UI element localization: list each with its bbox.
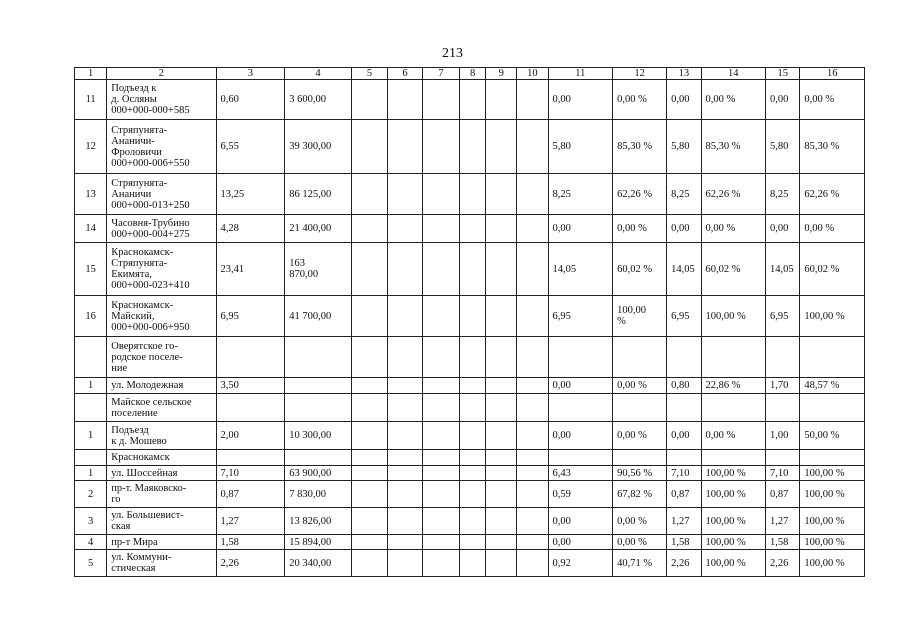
cell-col-12: 0,00 % (613, 508, 667, 535)
cell-col-12: 0,00 % (613, 378, 667, 394)
empty-cell (422, 337, 459, 378)
cell-col-16: 100,00 % (800, 296, 865, 337)
empty-cell (351, 508, 387, 535)
empty-cell (422, 422, 459, 450)
cell-col-16: 100,00 % (800, 466, 865, 481)
empty-cell (460, 378, 486, 394)
road-name: пр-т. Маяковско- го (107, 481, 216, 508)
road-name: Стряпунята- Ананичи 000+000-013+250 (107, 174, 216, 215)
section-row (75, 394, 865, 422)
table-row (75, 378, 865, 394)
cell-col-16: 100,00 % (800, 535, 865, 550)
cell-col-11: 8,25 (548, 174, 613, 215)
section-row (75, 450, 865, 466)
empty-cell (517, 550, 548, 577)
cell-col-12: 40,71 % (613, 550, 667, 577)
empty-cell (285, 450, 352, 466)
cell-col-14: 100,00 % (701, 550, 766, 577)
empty-cell (351, 174, 387, 215)
empty-cell (460, 422, 486, 450)
cell-col-12: 90,56 % (613, 466, 667, 481)
cell-col-12: 0,00 % (613, 215, 667, 243)
column-header: 13 (667, 68, 701, 80)
road-name: Подъезд к д. Осляны 000+000-000+585 (107, 80, 216, 120)
cell-col-16: 100,00 % (800, 481, 865, 508)
cell-col-13: 0,87 (667, 481, 701, 508)
row-number: 1 (75, 422, 107, 450)
empty-cell (486, 296, 517, 337)
empty-cell (388, 80, 422, 120)
cell-col-3: 1,58 (216, 535, 285, 550)
cell-col-4: 10 300,00 (285, 422, 352, 450)
cell-col-15: 1,27 (766, 508, 800, 535)
empty-cell (701, 394, 766, 422)
section-title: Краснокамск (107, 450, 216, 466)
column-header: 8 (460, 68, 486, 80)
cell-col-11: 0,00 (548, 508, 613, 535)
empty-cell (351, 466, 387, 481)
cell-col-11: 0,00 (548, 215, 613, 243)
cell-col-4: 21 400,00 (285, 215, 352, 243)
empty-cell (351, 450, 387, 466)
empty-cell (548, 337, 613, 378)
cell-col-4: 7 830,00 (285, 481, 352, 508)
cell-col-16: 60,02 % (800, 243, 865, 296)
cell-col-13: 0,00 (667, 215, 701, 243)
cell-col-12: 67,82 % (613, 481, 667, 508)
row-number: 16 (75, 296, 107, 337)
cell-col-4: 41 700,00 (285, 296, 352, 337)
empty-cell (388, 508, 422, 535)
empty-cell (486, 120, 517, 174)
cell-col-4: 63 900,00 (285, 466, 352, 481)
row-number: 15 (75, 243, 107, 296)
empty-cell (285, 337, 352, 378)
empty-cell (766, 450, 800, 466)
empty-cell (351, 296, 387, 337)
empty-cell (517, 394, 548, 422)
empty-cell (486, 215, 517, 243)
empty-cell (460, 450, 486, 466)
cell-col-16: 0,00 % (800, 215, 865, 243)
cell-col-15: 1,58 (766, 535, 800, 550)
road-name: Часовня-Трубино 000+000-004+275 (107, 215, 216, 243)
cell-col-3: 4,28 (216, 215, 285, 243)
column-number-row (75, 68, 865, 80)
row-number: 2 (75, 481, 107, 508)
cell-col-14: 0,00 % (701, 215, 766, 243)
column-header: 1 (75, 68, 107, 80)
empty-cell (667, 394, 701, 422)
table-row (75, 481, 865, 508)
empty-cell (351, 120, 387, 174)
cell-col-13: 7,10 (667, 466, 701, 481)
cell-col-3: 23,41 (216, 243, 285, 296)
cell-col-11: 14,05 (548, 243, 613, 296)
road-name: Стряпунята- Ананичи- Фроловичи 000+000-006+550 (107, 120, 216, 174)
empty-cell (422, 243, 459, 296)
cell-col-16: 100,00 % (800, 550, 865, 577)
empty-cell (667, 337, 701, 378)
road-name: ул. Шоссейная (107, 466, 216, 481)
empty-cell (517, 120, 548, 174)
cell-col-3: 6,55 (216, 120, 285, 174)
empty-cell (517, 243, 548, 296)
section-title: Майское сельское поселение (107, 394, 216, 422)
empty-cell (667, 450, 701, 466)
road-name: Подъезд к д. Мошево (107, 422, 216, 450)
row-number: 5 (75, 550, 107, 577)
table-row (75, 243, 865, 296)
cell-col-15: 2,26 (766, 550, 800, 577)
empty-cell (517, 450, 548, 466)
table-row (75, 535, 865, 550)
empty-cell (517, 296, 548, 337)
empty-cell (517, 422, 548, 450)
cell-col-4: 20 340,00 (285, 550, 352, 577)
empty-cell (460, 296, 486, 337)
cell-col-3: 0,87 (216, 481, 285, 508)
column-header: 14 (701, 68, 766, 80)
empty-cell (351, 337, 387, 378)
column-header: 5 (351, 68, 387, 80)
empty-cell (388, 243, 422, 296)
cell-col-15: 1,00 (766, 422, 800, 450)
cell-col-14: 85,30 % (701, 120, 766, 174)
empty-cell (388, 174, 422, 215)
cell-col-15: 0,87 (766, 481, 800, 508)
empty-cell (460, 535, 486, 550)
cell-col-11: 0,00 (548, 535, 613, 550)
empty-cell (486, 80, 517, 120)
column-header: 3 (216, 68, 285, 80)
empty-cell (766, 394, 800, 422)
cell-col-14: 62,26 % (701, 174, 766, 215)
cell-col-4: 39 300,00 (285, 120, 352, 174)
empty-cell (351, 215, 387, 243)
cell-col-16: 85,30 % (800, 120, 865, 174)
cell-col-11: 0,59 (548, 481, 613, 508)
empty-cell (422, 378, 459, 394)
road-name: Краснокамск- Майский, 000+000-006+950 (107, 296, 216, 337)
empty-cell (517, 215, 548, 243)
empty-cell (613, 337, 667, 378)
page-number: 213 (442, 46, 463, 61)
empty-cell (613, 450, 667, 466)
empty-cell (422, 450, 459, 466)
cell-col-4: 15 894,00 (285, 535, 352, 550)
empty-cell (548, 450, 613, 466)
cell-col-13: 1,58 (667, 535, 701, 550)
cell-col-11: 0,00 (548, 80, 613, 120)
cell-col-13: 0,00 (667, 422, 701, 450)
empty-cell (460, 508, 486, 535)
empty-cell (388, 535, 422, 550)
cell-col-11: 0,00 (548, 422, 613, 450)
empty-cell (388, 296, 422, 337)
empty-cell (486, 450, 517, 466)
row-number: 4 (75, 535, 107, 550)
cell-col-12: 0,00 % (613, 80, 667, 120)
empty-cell (766, 337, 800, 378)
empty-cell (460, 481, 486, 508)
cell-col-13: 14,05 (667, 243, 701, 296)
road-name: ул. Коммуни- стическая (107, 550, 216, 577)
cell-col-3: 7,10 (216, 466, 285, 481)
table-row (75, 508, 865, 535)
empty-cell (486, 394, 517, 422)
empty-cell (486, 466, 517, 481)
empty-cell (422, 215, 459, 243)
empty-cell (216, 394, 285, 422)
empty-cell (388, 481, 422, 508)
road-name: ул. Молодежная (107, 378, 216, 394)
empty-cell (486, 422, 517, 450)
cell-col-15: 0,00 (766, 215, 800, 243)
column-header: 15 (766, 68, 800, 80)
empty-cell (75, 450, 107, 466)
empty-cell (517, 378, 548, 394)
row-number: 3 (75, 508, 107, 535)
empty-cell (486, 550, 517, 577)
empty-cell (422, 466, 459, 481)
cell-col-14: 0,00 % (701, 80, 766, 120)
column-header: 4 (285, 68, 352, 80)
section-row (75, 337, 865, 378)
empty-cell (422, 481, 459, 508)
empty-cell (388, 120, 422, 174)
column-header: 16 (800, 68, 865, 80)
table-row (75, 174, 865, 215)
column-header: 9 (486, 68, 517, 80)
empty-cell (701, 337, 766, 378)
cell-col-16: 0,00 % (800, 80, 865, 120)
empty-cell (422, 394, 459, 422)
empty-cell (422, 174, 459, 215)
empty-cell (422, 508, 459, 535)
empty-cell (388, 550, 422, 577)
cell-col-16: 62,26 % (800, 174, 865, 215)
empty-cell (486, 535, 517, 550)
cell-col-16: 100,00 % (800, 508, 865, 535)
empty-cell (517, 481, 548, 508)
cell-col-14: 0,00 % (701, 422, 766, 450)
empty-cell (351, 422, 387, 450)
cell-col-4: 3 600,00 (285, 80, 352, 120)
empty-cell (351, 481, 387, 508)
roads-table (74, 67, 865, 577)
column-header: 2 (107, 68, 216, 80)
empty-cell (613, 394, 667, 422)
cell-col-12: 0,00 % (613, 535, 667, 550)
cell-col-11: 5,80 (548, 120, 613, 174)
empty-cell (800, 337, 865, 378)
empty-cell (216, 450, 285, 466)
cell-col-14: 100,00 % (701, 535, 766, 550)
table-row (75, 215, 865, 243)
empty-cell (517, 174, 548, 215)
cell-col-3: 6,95 (216, 296, 285, 337)
cell-col-11: 0,92 (548, 550, 613, 577)
empty-cell (388, 394, 422, 422)
empty-cell (517, 508, 548, 535)
cell-col-14: 60,02 % (701, 243, 766, 296)
empty-cell (486, 508, 517, 535)
empty-cell (422, 120, 459, 174)
empty-cell (517, 535, 548, 550)
cell-col-11: 6,95 (548, 296, 613, 337)
empty-cell (388, 466, 422, 481)
row-number: 11 (75, 80, 107, 120)
cell-col-13: 8,25 (667, 174, 701, 215)
road-name: Краснокамск- Стряпунята- Екимята, 000+000-023+410 (107, 243, 216, 296)
empty-cell (460, 120, 486, 174)
table-row (75, 466, 865, 481)
empty-cell (460, 174, 486, 215)
empty-cell (388, 422, 422, 450)
cell-col-14: 100,00 % (701, 508, 766, 535)
cell-col-12: 100,00 % (613, 296, 667, 337)
cell-col-12: 85,30 % (613, 120, 667, 174)
empty-cell (460, 466, 486, 481)
cell-col-13: 2,26 (667, 550, 701, 577)
empty-cell (517, 466, 548, 481)
empty-cell (517, 337, 548, 378)
table-row (75, 550, 865, 577)
cell-col-3: 3,50 (216, 378, 285, 394)
empty-cell (351, 243, 387, 296)
empty-cell (285, 394, 352, 422)
empty-cell (351, 394, 387, 422)
empty-cell (800, 450, 865, 466)
cell-col-13: 6,95 (667, 296, 701, 337)
road-name: ул. Большевист- ская (107, 508, 216, 535)
cell-col-14: 100,00 % (701, 296, 766, 337)
empty-cell (460, 337, 486, 378)
row-number: 1 (75, 466, 107, 481)
table-row (75, 80, 865, 120)
empty-cell (351, 378, 387, 394)
empty-cell (486, 481, 517, 508)
cell-col-16: 50,00 % (800, 422, 865, 450)
empty-cell (460, 394, 486, 422)
cell-col-13: 0,00 (667, 80, 701, 120)
cell-col-13: 0,80 (667, 378, 701, 394)
column-header: 11 (548, 68, 613, 80)
empty-cell (388, 337, 422, 378)
empty-cell (460, 243, 486, 296)
cell-col-4: 86 125,00 (285, 174, 352, 215)
row-number: 13 (75, 174, 107, 215)
empty-cell (351, 535, 387, 550)
empty-cell (486, 243, 517, 296)
empty-cell (216, 337, 285, 378)
empty-cell (422, 296, 459, 337)
cell-col-3: 1,27 (216, 508, 285, 535)
empty-cell (548, 394, 613, 422)
cell-col-4: 163 870,00 (285, 243, 352, 296)
empty-cell (388, 450, 422, 466)
cell-col-15: 6,95 (766, 296, 800, 337)
column-header: 6 (388, 68, 422, 80)
cell-col-14: 100,00 % (701, 481, 766, 508)
cell-col-15: 5,80 (766, 120, 800, 174)
empty-cell (701, 450, 766, 466)
empty-cell (486, 174, 517, 215)
road-name: пр-т Мира (107, 535, 216, 550)
table-body (75, 68, 865, 577)
row-number: 1 (75, 378, 107, 394)
cell-col-15: 7,10 (766, 466, 800, 481)
empty-cell (388, 378, 422, 394)
empty-cell (422, 550, 459, 577)
section-title: Оверятское го- родское поселе- ние (107, 337, 216, 378)
empty-cell (800, 394, 865, 422)
cell-col-16: 48,57 % (800, 378, 865, 394)
empty-cell (486, 337, 517, 378)
cell-col-3: 13,25 (216, 174, 285, 215)
empty-cell (422, 80, 459, 120)
empty-cell (460, 215, 486, 243)
empty-cell (75, 394, 107, 422)
empty-cell (422, 535, 459, 550)
cell-col-3: 2,26 (216, 550, 285, 577)
cell-col-4: 13 826,00 (285, 508, 352, 535)
empty-cell (75, 337, 107, 378)
row-number: 14 (75, 215, 107, 243)
cell-col-15: 14,05 (766, 243, 800, 296)
table-row (75, 422, 865, 450)
cell-col-3: 2,00 (216, 422, 285, 450)
column-header: 10 (517, 68, 548, 80)
cell-col-12: 0,00 % (613, 422, 667, 450)
cell-col-13: 5,80 (667, 120, 701, 174)
column-header: 7 (422, 68, 459, 80)
cell-col-15: 1,70 (766, 378, 800, 394)
empty-cell (460, 550, 486, 577)
table-row (75, 296, 865, 337)
cell-col-15: 0,00 (766, 80, 800, 120)
empty-cell (517, 80, 548, 120)
cell-col-14: 100,00 % (701, 466, 766, 481)
cell-col-11: 6,43 (548, 466, 613, 481)
cell-col-4 (285, 378, 352, 394)
empty-cell (388, 215, 422, 243)
empty-cell (351, 550, 387, 577)
empty-cell (351, 80, 387, 120)
cell-col-11: 0,00 (548, 378, 613, 394)
table-row (75, 120, 865, 174)
cell-col-13: 1,27 (667, 508, 701, 535)
cell-col-15: 8,25 (766, 174, 800, 215)
cell-col-14: 22,86 % (701, 378, 766, 394)
cell-col-12: 62,26 % (613, 174, 667, 215)
empty-cell (486, 378, 517, 394)
empty-cell (460, 80, 486, 120)
column-header: 12 (613, 68, 667, 80)
cell-col-3: 0,60 (216, 80, 285, 120)
cell-col-12: 60,02 % (613, 243, 667, 296)
row-number: 12 (75, 120, 107, 174)
